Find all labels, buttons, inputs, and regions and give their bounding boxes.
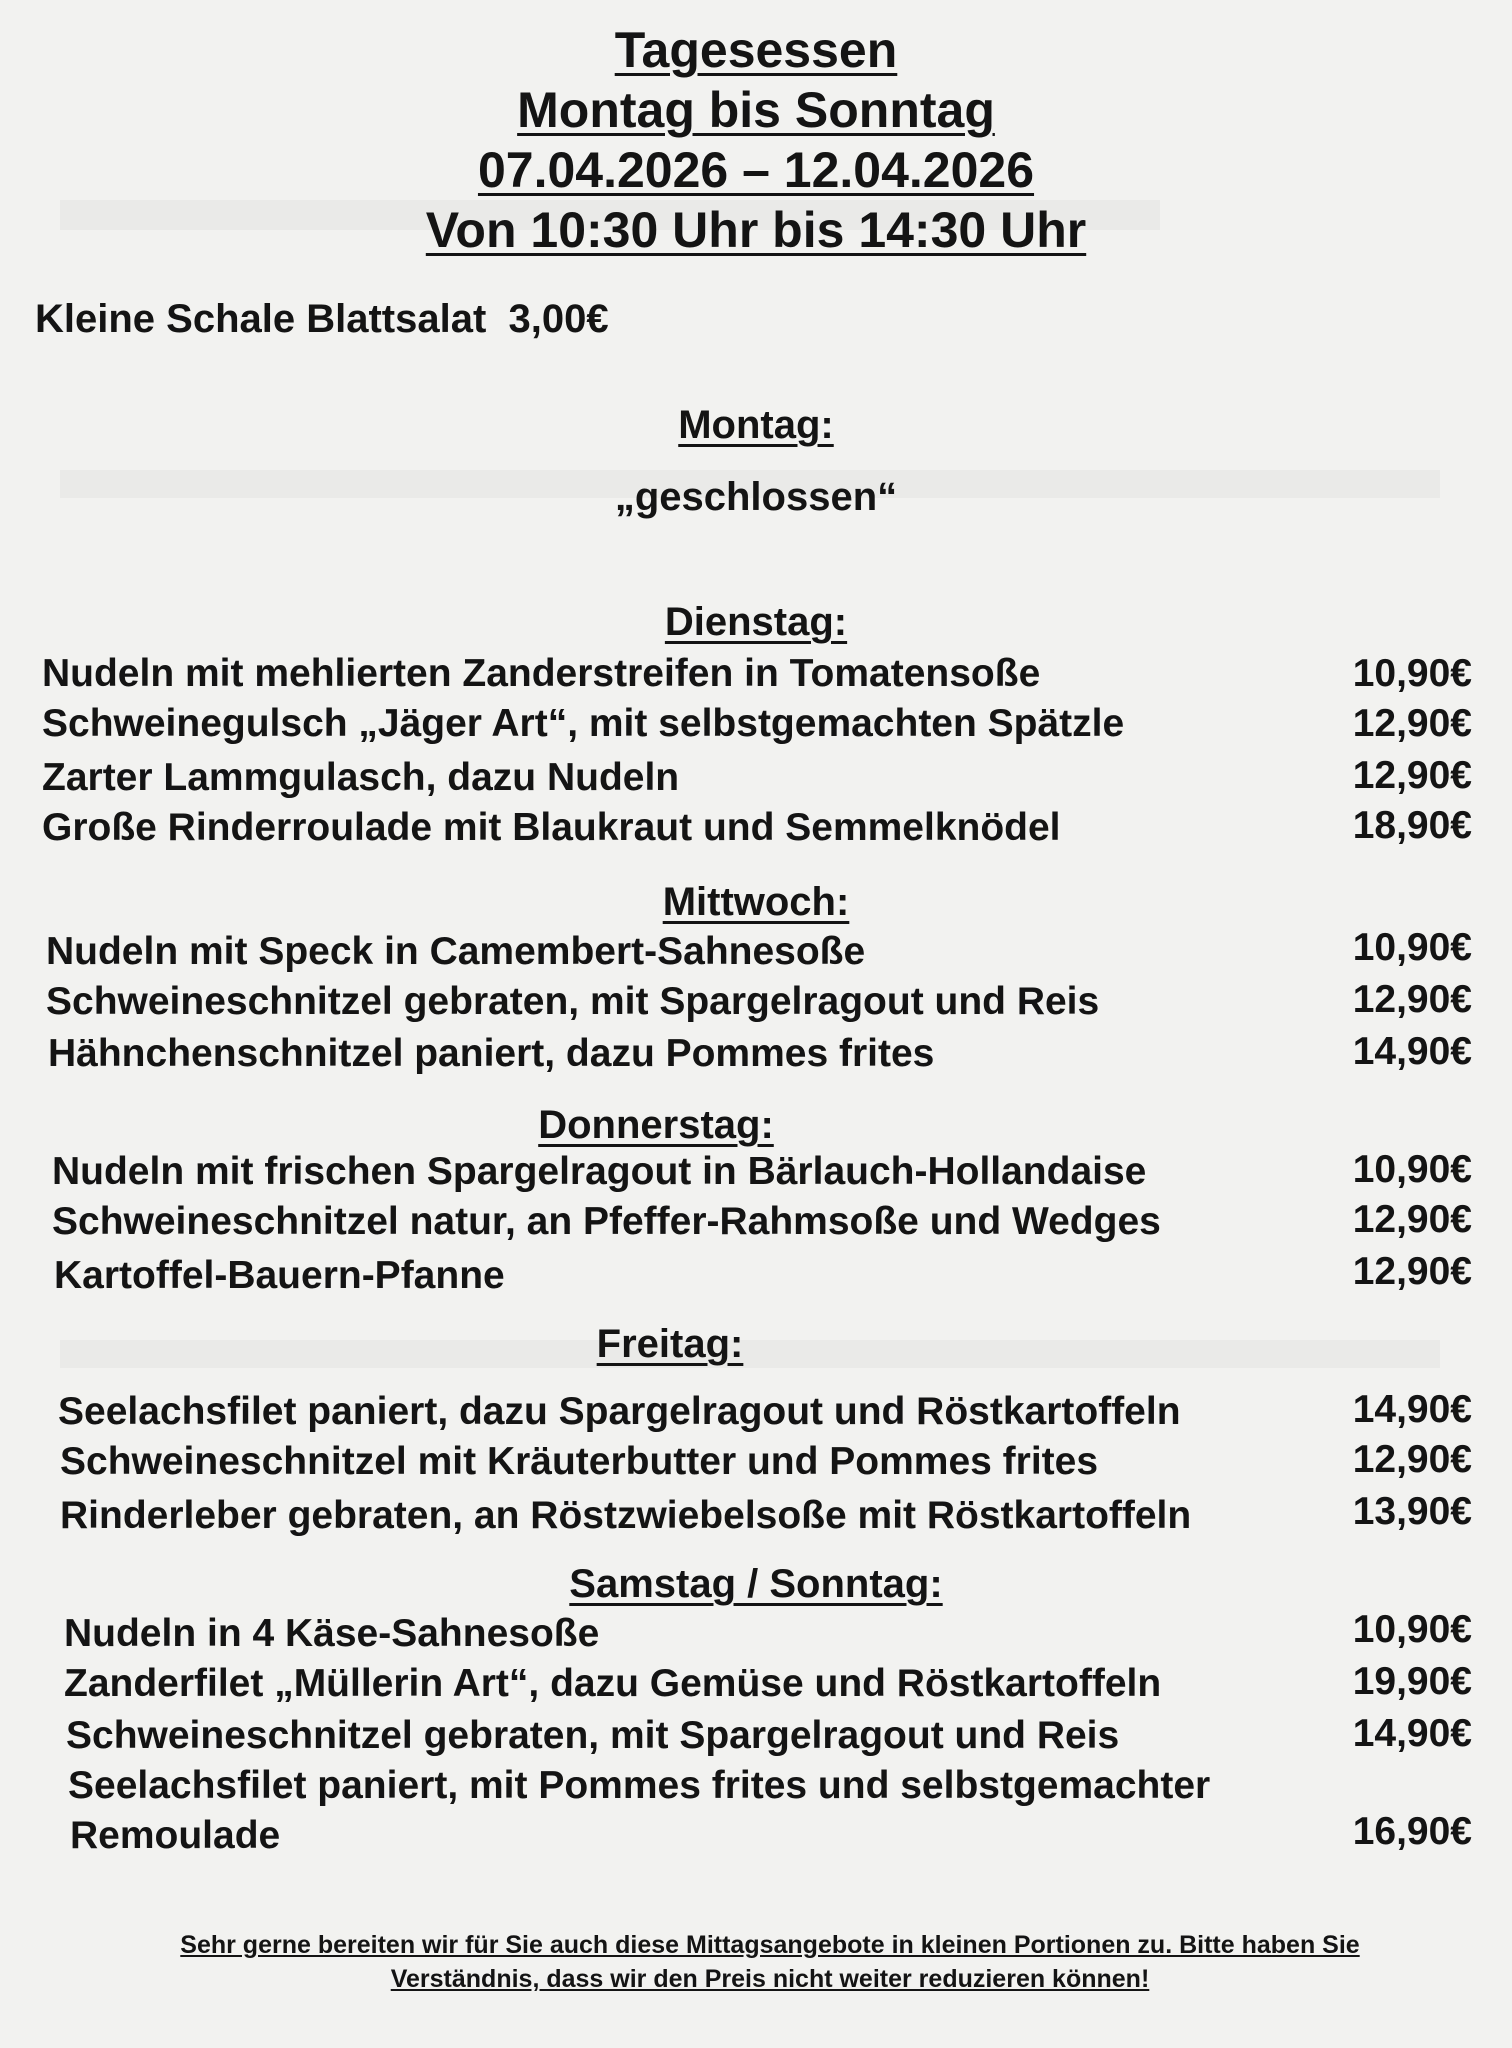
menu-days: Montag bis Sonntag <box>517 82 995 138</box>
dish-name: Rinderleber gebraten, an Röstzwiebelsoße mit Röstkartoffeln <box>60 1494 1192 1537</box>
dish-price: 12,90€ <box>1352 754 1472 797</box>
dish-name: Schweineschnitzel gebraten, mit Spargelragout und Reis <box>66 1714 1120 1757</box>
day-heading-samstag-sonntag: Samstag / Sonntag: <box>569 1562 943 1606</box>
dish-price: 12,90€ <box>1352 978 1472 1021</box>
dish-price: 14,90€ <box>1352 1712 1472 1755</box>
dish-price: 16,90€ <box>1352 1810 1472 1853</box>
dish-price: 13,90€ <box>1352 1490 1472 1533</box>
dish-name-continuation: Remoulade <box>70 1814 281 1857</box>
dish-name: Nudeln in 4 Käse-Sahnesoße <box>64 1612 600 1655</box>
day-heading-donnerstag: Donnerstag: <box>538 1103 774 1147</box>
dish-name: Schweinegulsch „Jäger Art“, mit selbstgemachten Spätzle <box>42 702 1125 745</box>
dish-name: Zanderfilet „Müllerin Art“, dazu Gemüse und Röstkartoffeln <box>64 1662 1162 1705</box>
dish-name: Nudeln mit mehlierten Zanderstreifen in Tomatensoße <box>42 652 1041 695</box>
menu-title: Tagesessen <box>614 22 898 78</box>
dish-price: 12,90€ <box>1352 1198 1472 1241</box>
dish-price: 12,90€ <box>1352 1438 1472 1481</box>
footer-line-1: Sehr gerne bereiten wir für Sie auch diese Mittagsangebote in kleinen Portionen zu. Bitte haben Sie <box>180 1931 1360 1959</box>
dish-name: Große Rinderroulade mit Blaukraut und Semmelknödel <box>42 806 1061 849</box>
day-heading-montag: Montag: <box>678 403 834 447</box>
dish-price: 10,90€ <box>1352 926 1472 969</box>
side-salad: Kleine Schale Blattsalat 3,00€ <box>35 297 609 341</box>
dish-price: 10,90€ <box>1352 1148 1472 1191</box>
dish-price: 10,90€ <box>1352 652 1472 695</box>
day-heading-mittwoch: Mittwoch: <box>662 880 850 924</box>
dish-price: 14,90€ <box>1352 1388 1472 1431</box>
dish-price: 12,90€ <box>1352 1250 1472 1293</box>
menu-header <box>0 20 1512 260</box>
dish-name: Zarter Lammgulasch, dazu Nudeln <box>42 756 680 799</box>
dish-name: Nudeln mit Speck in Camembert-Sahnesoße <box>46 930 866 973</box>
dish-price: 10,90€ <box>1352 1608 1472 1651</box>
menu-date-range: 07.04.2026 – 12.04.2026 <box>477 142 1035 198</box>
dish-name: Schweineschnitzel gebraten, mit Spargelragout und Reis <box>46 980 1100 1023</box>
footer-line-2: Verständnis, dass wir den Preis nicht weiter reduzieren können! <box>390 1965 1150 1993</box>
dish-name: Seelachsfilet paniert, mit Pommes frites und selbstgemachter <box>68 1764 1211 1807</box>
day-note-montag: „geschlossen“ <box>614 475 898 519</box>
dish-name: Seelachsfilet paniert, dazu Spargelragout und Röstkartoffeln <box>58 1390 1181 1433</box>
dish-name: Schweineschnitzel natur, an Pfeffer-Rahmsoße und Wedges <box>52 1200 1161 1243</box>
dish-name: Hähnchenschnitzel paniert, dazu Pommes frites <box>48 1032 935 1075</box>
dish-price: 12,90€ <box>1352 702 1472 745</box>
day-heading-dienstag: Dienstag: <box>664 600 848 644</box>
dish-price: 18,90€ <box>1352 804 1472 847</box>
dish-name: Schweineschnitzel mit Kräuterbutter und Pommes frites <box>60 1440 1099 1483</box>
footer-note <box>70 1928 1470 1996</box>
menu-hours: Von 10:30 Uhr bis 14:30 Uhr <box>425 202 1087 258</box>
dish-price: 19,90€ <box>1352 1660 1472 1703</box>
dish-price: 14,90€ <box>1352 1030 1472 1073</box>
dish-name: Kartoffel-Bauern-Pfanne <box>54 1254 505 1297</box>
day-heading-freitag: Freitag: <box>596 1322 744 1366</box>
dish-name: Nudeln mit frischen Spargelragout in Bärlauch-Hollandaise <box>52 1150 1147 1193</box>
